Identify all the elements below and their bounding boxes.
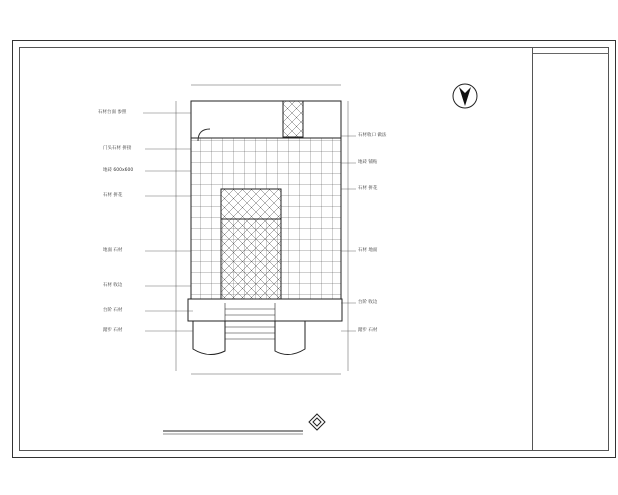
svg-text:踏步 石材: 踏步 石材 — [103, 328, 123, 333]
svg-text:石材 拼花: 石材 拼花 — [358, 186, 378, 191]
legend — [438, 329, 523, 332]
svg-text:踏步 石材: 踏步 石材 — [358, 328, 378, 333]
floor-plan — [13, 41, 617, 459]
north-arrow-icon — [453, 84, 477, 108]
svg-text:石材 拼花: 石材 拼花 — [103, 193, 123, 198]
plan-symbol-icon — [309, 414, 325, 430]
svg-text:地砖 铺贴: 地砖 铺贴 — [358, 160, 378, 165]
svg-text:地砖 600x600: 地砖 600x600 — [103, 168, 134, 173]
svg-text:石材 收边: 石材 收边 — [103, 283, 123, 288]
svg-text:石材台面 参照: 石材台面 参照 — [98, 110, 127, 115]
svg-text:石材 地面: 石材 地面 — [358, 248, 378, 253]
svg-text:石材收口 做法: 石材收口 做法 — [358, 133, 387, 138]
svg-text:台阶 石材: 台阶 石材 — [103, 308, 123, 313]
title-block — [532, 47, 609, 451]
svg-text:台阶 收边: 台阶 收边 — [358, 300, 378, 305]
svg-text:门头石材 拼接: 门头石材 拼接 — [103, 146, 132, 151]
svg-text:地面 石材: 地面 石材 — [103, 248, 123, 253]
drawing-frame — [12, 40, 616, 458]
